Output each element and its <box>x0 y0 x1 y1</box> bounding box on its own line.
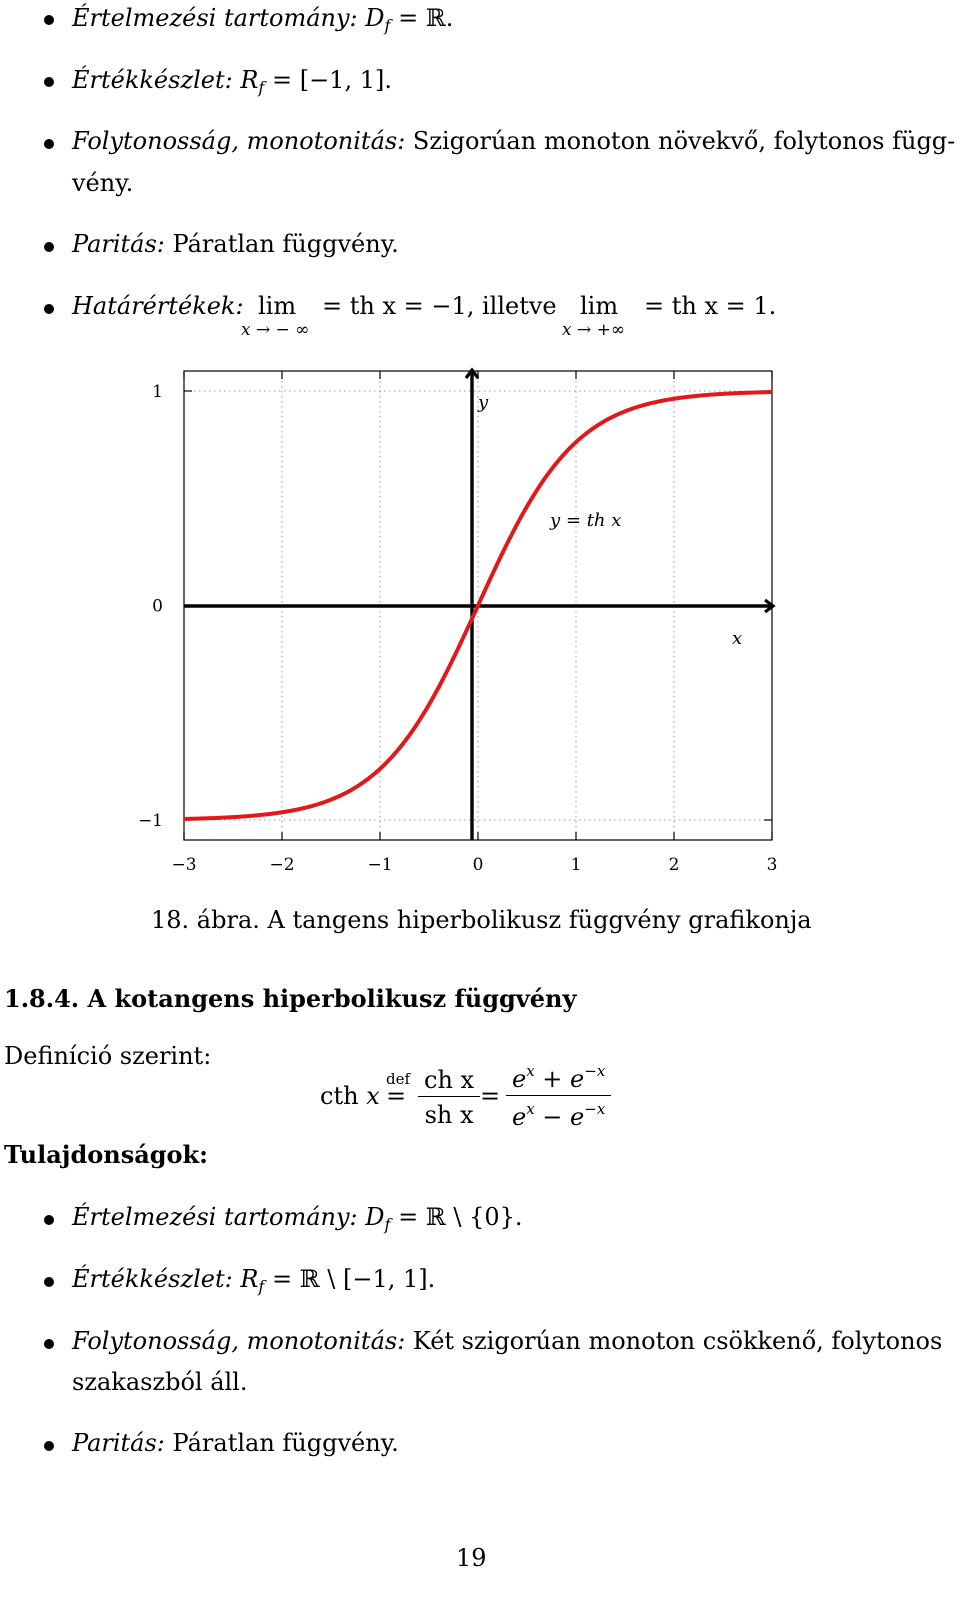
exp-numerator: $e^x + e^{-x}$ <box>506 1062 611 1096</box>
sh-x: sh x <box>424 1101 474 1129</box>
figure-caption: 18. ábra. A tangens hiperbolikusz függvény grafikonja <box>151 906 812 934</box>
x-tick-label: −2 <box>269 855 295 875</box>
tanh-parity-label: Paritás: <box>72 230 165 258</box>
limit-pos-value: = th x = 1. <box>644 292 777 320</box>
coth-continuity-text: Két szigorúan monoton csökkenő, folytonos <box>412 1327 943 1355</box>
cth-lhs: cth x <box>320 1082 380 1110</box>
lim-pos-sub: x → +∞ <box>562 320 626 340</box>
ch-x: ch x <box>418 1066 480 1097</box>
coth-range: Értékkészlet: $R_f$ = ℝ \ [−1, 1]. <box>72 1265 436 1296</box>
tanh-parity-text: Páratlan függvény. <box>172 230 399 258</box>
coth-domain: Értelmezési tartomány: $D_f$ = ℝ \ {0}. <box>72 1203 523 1234</box>
bullet <box>44 242 54 252</box>
tanh-continuity <box>72 127 955 155</box>
tanh-continuity-label: Folytonosság, monotonitás: <box>72 127 406 155</box>
bullet <box>44 139 54 149</box>
bullet <box>44 304 54 314</box>
equals: = <box>480 1082 501 1110</box>
x-tick-label: 3 <box>766 855 778 875</box>
lim-neg-sub: x → − ∞ <box>241 320 310 340</box>
coth-continuity <box>72 1327 942 1355</box>
coth-parity-label: Paritás: <box>72 1429 165 1457</box>
coth-parity-text: Páratlan függvény. <box>172 1429 399 1457</box>
y-tick-label: −1 <box>137 811 163 831</box>
x-tick-label: 0 <box>472 855 484 875</box>
x-tick-label: 1 <box>570 855 582 875</box>
bullet <box>44 15 54 25</box>
tanh-continuity-text-2: vény. <box>72 169 134 197</box>
coth-continuity-label: Folytonosság, monotonitás: <box>72 1327 406 1355</box>
def-equals: = <box>386 1082 407 1110</box>
tanh-range: Értékkészlet: $R_f = [-1$, 1]. <box>72 66 392 97</box>
bullet <box>44 1215 54 1225</box>
illetve: illetve <box>482 292 557 320</box>
exp-denominator: $e^x - e^{-x}$ <box>512 1100 606 1131</box>
y-tick-label: 0 <box>152 596 163 617</box>
tanh-parity <box>72 230 399 258</box>
x-tick-label: −1 <box>367 855 393 875</box>
coth-continuity-text-2: szakaszból áll. <box>72 1368 248 1396</box>
coth-range-label: Értékkészlet: <box>72 1265 233 1293</box>
tanh-domain-label: Értelmezési tartomány: <box>72 4 358 32</box>
section-heading: 1.8.4. A kotangens hiperbolikusz függvény <box>4 984 577 1013</box>
page-number: 19 <box>456 1544 487 1572</box>
bullet <box>44 77 54 87</box>
y-axis-label: y <box>478 392 489 413</box>
exp-fraction <box>506 1062 611 1131</box>
coth-domain-value: = ℝ \ {0}. <box>398 1203 523 1231</box>
definition-intro: Definíció szerint: <box>4 1042 212 1070</box>
tanh-domain: Értelmezési tartomány: $D_f$ = ℝ. <box>72 4 454 35</box>
coth-range-value: = ℝ \ [−1, 1]. <box>271 1265 436 1293</box>
tanh-continuity-text: Szigorúan monoton növekvő, folytonos függ- <box>412 127 956 155</box>
tanh-limits-label: Határértékek: <box>72 292 244 320</box>
coth-domain-label: Értelmezési tartomány: <box>72 1203 358 1231</box>
bullet <box>44 1277 54 1287</box>
limit-neg-value: = th x = −1, <box>322 292 475 320</box>
x-axis-label: x <box>732 628 743 649</box>
tanh-range-label: Értékkészlet: <box>72 66 233 94</box>
properties-heading: Tulajdonságok: <box>4 1140 209 1169</box>
lim-neg: lim <box>258 292 297 320</box>
curve-label: y = th x <box>550 510 622 531</box>
bullet <box>44 1441 54 1451</box>
y-tick-label: 1 <box>152 382 163 402</box>
bullet <box>44 1339 54 1349</box>
lim-pos: lim <box>580 292 619 320</box>
ch-sh-fraction <box>418 1066 480 1129</box>
tanh-chart <box>0 360 960 880</box>
coth-parity <box>72 1429 399 1457</box>
x-tick-label: 2 <box>668 855 680 875</box>
def-label: def <box>386 1070 411 1088</box>
x-tick-label: −3 <box>171 855 197 875</box>
